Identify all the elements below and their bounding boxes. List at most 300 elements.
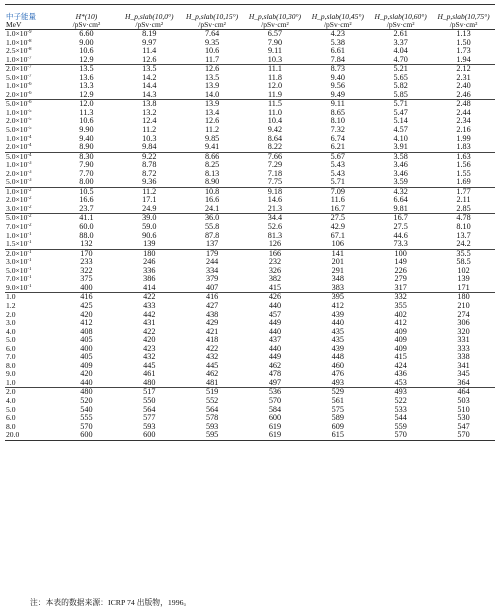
value-cell: 2.12 xyxy=(432,65,495,74)
value-cell: 9.49 xyxy=(330,90,345,99)
value-cell: 14.0 xyxy=(204,90,220,99)
energy-cell: $9.0\times 10^{-1}$ xyxy=(6,283,32,292)
value-cell: 334 xyxy=(205,266,219,275)
value-cell: 547 xyxy=(457,422,470,431)
table-row xyxy=(5,82,495,91)
value-cell: 2.61 xyxy=(393,29,408,38)
table-row xyxy=(5,397,495,406)
value-cell: 27.5 xyxy=(306,214,369,223)
value-cell: 8.65 xyxy=(330,108,345,117)
value-cell: 9.81 xyxy=(393,204,408,213)
value-cell: 34.4 xyxy=(244,214,307,223)
value-cell: 460 xyxy=(331,361,344,370)
value-cell: 179 xyxy=(181,249,244,258)
value-cell: 564 xyxy=(205,405,219,414)
value-cell: 11.3 xyxy=(79,108,94,117)
value-cell: 11.4 xyxy=(142,47,157,56)
value-cell: 11.2 xyxy=(142,126,157,135)
value-cell: 291 xyxy=(331,266,344,275)
value-cell: 4.10 xyxy=(393,134,408,143)
energy-cell: $7.0\times 10^{-2}$ xyxy=(6,223,32,232)
value-cell: 577 xyxy=(143,414,156,423)
energy-cell: $5.0\times 10^{-3}$ xyxy=(6,178,32,187)
value-cell: 11.6 xyxy=(330,196,345,205)
value-cell: 5.14 xyxy=(393,117,408,126)
energy-cell: $2.5\times 10^{-8}$ xyxy=(6,47,32,56)
value-cell: 570 xyxy=(268,396,282,405)
value-cell: 405 xyxy=(80,353,93,362)
value-cell: 409 xyxy=(394,336,407,345)
value-cell: 345 xyxy=(457,370,470,379)
value-cell: 8.30 xyxy=(55,152,118,161)
value-cell: 3.91 xyxy=(393,143,408,152)
value-cell: 36.0 xyxy=(181,214,244,223)
value-cell: 435 xyxy=(331,327,344,336)
value-cell: 3.46 xyxy=(393,161,408,170)
value-cell: 59.0 xyxy=(142,223,157,232)
header-hp-0: H_p,slab(10,0°) xyxy=(118,5,181,22)
value-cell: 137 xyxy=(205,240,219,249)
value-cell: 600 xyxy=(55,431,118,440)
value-cell: 11.2 xyxy=(118,187,181,196)
value-cell: 8.90 xyxy=(204,178,220,187)
value-cell: 423 xyxy=(143,344,156,353)
value-cell: 1.77 xyxy=(432,187,495,196)
table-row xyxy=(5,117,495,126)
value-cell: 5.71 xyxy=(330,178,345,187)
value-cell: 481 xyxy=(205,378,219,387)
value-cell: 13.3 xyxy=(79,82,94,91)
table-row xyxy=(5,74,495,83)
value-cell: 449 xyxy=(268,319,282,328)
value-cell: 139 xyxy=(143,240,156,249)
value-cell: 6.64 xyxy=(393,196,408,205)
value-cell: 7.18 xyxy=(267,169,283,178)
value-cell: 21.3 xyxy=(267,204,283,213)
value-cell: 55.8 xyxy=(204,223,220,232)
energy-cell: $2.0\times 10^{-1}$ xyxy=(5,249,55,258)
table-row xyxy=(5,65,495,74)
value-cell: 1.63 xyxy=(432,152,495,161)
value-cell: 6.57 xyxy=(267,29,283,38)
value-cell: 9.85 xyxy=(204,134,220,143)
value-cell: 1.55 xyxy=(456,169,471,178)
value-cell: 445 xyxy=(143,361,156,370)
energy-cell: $5.0\times 10^{-2}$ xyxy=(5,214,55,223)
value-cell: 52.6 xyxy=(267,223,283,232)
energy-cell: 8.0 xyxy=(6,422,16,431)
value-cell: 440 xyxy=(268,344,282,353)
value-cell: 9.42 xyxy=(267,126,283,135)
value-cell: 274 xyxy=(457,310,470,319)
unit-col-1: /pSv·cm² xyxy=(55,21,118,30)
table-row xyxy=(5,91,495,100)
value-cell: 12.9 xyxy=(79,90,94,99)
table-row xyxy=(5,100,495,109)
table-row xyxy=(5,414,495,423)
table-row xyxy=(5,39,495,48)
value-cell: 14.4 xyxy=(142,82,157,91)
value-cell: 529 xyxy=(306,388,369,397)
value-cell: 16.7 xyxy=(330,204,345,213)
value-cell: 497 xyxy=(268,378,282,387)
energy-cell: $5.0\times 10^{-1}$ xyxy=(6,266,32,275)
value-cell: 457 xyxy=(268,310,282,319)
value-cell: 226 xyxy=(394,266,407,275)
value-cell: 23.7 xyxy=(79,204,94,213)
value-cell: 619 xyxy=(268,422,282,431)
value-cell: 2.44 xyxy=(456,108,471,117)
value-cell: 8.22 xyxy=(267,143,283,152)
energy-cell: 1.2 xyxy=(6,301,16,310)
value-cell: 1.13 xyxy=(456,29,471,38)
value-cell: 7.09 xyxy=(306,187,369,196)
value-cell: 11.2 xyxy=(205,126,220,135)
energy-cell: 9.0 xyxy=(6,370,16,379)
value-cell: 13.5 xyxy=(118,65,181,74)
value-cell: 416 xyxy=(55,293,118,302)
value-cell: 306 xyxy=(457,319,470,328)
value-cell: 6.74 xyxy=(330,134,345,143)
value-cell: 16.6 xyxy=(204,196,220,205)
value-cell: 449 xyxy=(268,353,282,362)
value-cell: 6.21 xyxy=(330,143,345,152)
table-row xyxy=(5,126,495,135)
value-cell: 564 xyxy=(143,405,156,414)
value-cell: 17.1 xyxy=(142,196,157,205)
table-row xyxy=(5,178,495,187)
value-cell: 233 xyxy=(80,258,93,267)
value-cell: 9.40 xyxy=(330,73,345,82)
table-row xyxy=(5,135,495,144)
value-cell: 503 xyxy=(457,396,470,405)
value-cell: 414 xyxy=(143,283,156,292)
value-cell: 7.29 xyxy=(267,161,283,170)
value-cell: 426 xyxy=(244,293,307,302)
value-cell: 9.18 xyxy=(244,187,307,196)
value-cell: 7.90 xyxy=(267,38,283,47)
value-cell: 8.72 xyxy=(142,169,157,178)
energy-cell: 3.0 xyxy=(6,319,16,328)
unit-col-2: /pSv·cm² xyxy=(118,21,181,30)
value-cell: 12.6 xyxy=(142,55,157,64)
value-cell: 519 xyxy=(181,388,244,397)
value-cell: 331 xyxy=(457,336,470,345)
energy-cell: $1.0\times 10^{-3}$ xyxy=(6,161,32,170)
value-cell: 1.73 xyxy=(456,47,471,56)
energy-cell: 20.0 xyxy=(5,431,55,440)
unit-col-3: /pSv·cm² xyxy=(181,21,244,30)
value-cell: 14.6 xyxy=(267,196,283,205)
value-cell: 425 xyxy=(80,301,93,310)
value-cell: 9.11 xyxy=(306,100,369,109)
value-cell: 16.6 xyxy=(79,196,94,205)
value-cell: 400 xyxy=(80,283,93,292)
energy-cell: $3.0\times 10^{-1}$ xyxy=(6,258,32,267)
value-cell: 338 xyxy=(457,353,470,362)
table-row xyxy=(5,240,495,249)
value-cell: 570 xyxy=(432,431,495,440)
header-row xyxy=(5,5,495,22)
energy-cell: $1.0\times 10^{-4}$ xyxy=(6,134,32,143)
value-cell: 60.0 xyxy=(79,223,94,232)
table-row xyxy=(5,56,495,65)
value-cell: 201 xyxy=(331,258,344,267)
energy-cell: 2.0 xyxy=(5,388,55,397)
table-row xyxy=(5,406,495,415)
table-row xyxy=(5,152,495,161)
value-cell: 445 xyxy=(205,361,219,370)
value-cell: 24.9 xyxy=(142,204,157,213)
energy-cell: $2.0\times 10^{-7}$ xyxy=(5,65,55,74)
value-cell: 421 xyxy=(205,327,219,336)
value-cell: 432 xyxy=(205,353,219,362)
value-cell: 432 xyxy=(143,353,156,362)
table-row xyxy=(5,170,495,179)
value-cell: 9.90 xyxy=(79,126,94,135)
value-cell: 429 xyxy=(205,319,219,328)
header-hp-15: H_p,slab(10,15°) xyxy=(181,5,244,22)
value-cell: 409 xyxy=(80,361,93,370)
value-cell: 383 xyxy=(331,283,344,292)
table-row xyxy=(5,311,495,320)
value-cell: 5.43 xyxy=(330,161,345,170)
value-cell: 517 xyxy=(118,388,181,397)
value-cell: 87.8 xyxy=(204,231,220,240)
value-cell: 2.40 xyxy=(456,82,471,91)
energy-cell: $5.0\times 10^{-6}$ xyxy=(5,100,55,109)
value-cell: 35.5 xyxy=(432,249,495,258)
table-row xyxy=(5,388,495,397)
value-cell: 9.22 xyxy=(118,152,181,161)
table-row xyxy=(5,353,495,362)
value-cell: 1.99 xyxy=(456,134,471,143)
value-cell: 433 xyxy=(143,301,156,310)
value-cell: 180 xyxy=(118,249,181,258)
value-cell: 10.4 xyxy=(267,117,283,126)
value-cell: 375 xyxy=(80,275,93,284)
value-cell: 10.3 xyxy=(142,134,157,143)
value-cell: 386 xyxy=(143,275,156,284)
energy-cell: $1.0\times 10^{-7}$ xyxy=(6,55,32,64)
value-cell: 7.90 xyxy=(79,161,94,170)
value-cell: 12.9 xyxy=(79,55,94,64)
value-cell: 408 xyxy=(80,327,93,336)
header-hp-60: H_p,slab(10,60°) xyxy=(369,5,432,22)
table-row xyxy=(5,319,495,328)
value-cell: 11.8 xyxy=(267,73,282,82)
value-cell: 341 xyxy=(457,361,470,370)
header-hp-30: H_p,slab(10,30°) xyxy=(244,5,307,22)
energy-cell: $3.0\times 10^{-2}$ xyxy=(6,204,32,213)
header-ambient-dose: H*(10) xyxy=(55,5,118,22)
energy-cell: 8.0 xyxy=(6,361,16,370)
value-cell: 246 xyxy=(143,258,156,267)
value-cell: 7.70 xyxy=(79,169,94,178)
energy-cell: $1.0\times 10^{-6}$ xyxy=(6,82,32,91)
value-cell: 379 xyxy=(205,275,219,284)
value-cell: 244 xyxy=(205,258,219,267)
table-body xyxy=(5,30,495,441)
value-cell: 8.13 xyxy=(204,169,220,178)
value-cell: 10.6 xyxy=(79,117,94,126)
value-cell: 1.94 xyxy=(456,55,471,64)
unit-col-4: /pSv·cm² xyxy=(244,21,307,30)
value-cell: 6.60 xyxy=(79,29,94,38)
value-cell: 2.16 xyxy=(456,126,471,135)
value-cell: 5.71 xyxy=(369,100,432,109)
value-cell: 478 xyxy=(268,370,282,379)
value-cell: 12.6 xyxy=(204,117,220,126)
value-cell: 8.90 xyxy=(79,143,94,152)
value-cell: 170 xyxy=(55,249,118,258)
value-cell: 13.9 xyxy=(181,100,244,109)
value-cell: 440 xyxy=(80,378,93,387)
value-cell: 422 xyxy=(205,344,219,353)
value-cell: 540 xyxy=(80,405,93,414)
value-cell: 2.85 xyxy=(456,204,471,213)
value-cell: 615 xyxy=(306,431,369,440)
energy-cell: $5.0\times 10^{-7}$ xyxy=(6,73,32,82)
value-cell: 382 xyxy=(268,275,282,284)
units-row xyxy=(5,21,495,30)
value-cell: 9.40 xyxy=(79,134,94,143)
value-cell: 6.61 xyxy=(330,47,345,56)
value-cell: 409 xyxy=(394,344,407,353)
value-cell: 1.50 xyxy=(456,38,471,47)
value-cell: 81.3 xyxy=(267,231,283,240)
value-cell: 149 xyxy=(394,258,407,267)
value-cell: 9.00 xyxy=(79,38,94,47)
value-cell: 589 xyxy=(331,414,344,423)
value-cell: 415 xyxy=(394,353,407,362)
table-row xyxy=(5,345,495,354)
value-cell: 427 xyxy=(205,301,219,310)
table-row xyxy=(5,328,495,337)
value-cell: 8.66 xyxy=(181,152,244,161)
table-footnote: 注：本表的数据来源：ICRP 74 出版物，1996。 xyxy=(30,598,192,607)
table-row xyxy=(5,30,495,39)
value-cell: 575 xyxy=(331,405,344,414)
value-cell: 317 xyxy=(394,283,407,292)
energy-cell: $1.0\times 10^{-2}$ xyxy=(5,187,55,196)
table-row xyxy=(5,336,495,345)
value-cell: 3.58 xyxy=(369,152,432,161)
value-cell: 3.59 xyxy=(393,178,408,187)
value-cell: 550 xyxy=(143,396,156,405)
value-cell: 510 xyxy=(457,405,470,414)
value-cell: 4.04 xyxy=(393,47,408,56)
value-cell: 12.0 xyxy=(55,100,118,109)
value-cell: 437 xyxy=(268,336,282,345)
table-row xyxy=(5,232,495,241)
value-cell: 24.2 xyxy=(456,240,471,249)
table-row xyxy=(5,187,495,196)
value-cell: 438 xyxy=(205,310,219,319)
value-cell: 13.9 xyxy=(204,82,220,91)
value-cell: 407 xyxy=(205,283,219,292)
value-cell: 10.6 xyxy=(204,47,220,56)
value-cell: 1.56 xyxy=(456,161,471,170)
value-cell: 14.3 xyxy=(142,90,157,99)
value-cell: 9.41 xyxy=(204,143,220,152)
value-cell: 442 xyxy=(143,310,156,319)
energy-cell: $2.0\times 10^{-2}$ xyxy=(6,196,32,205)
value-cell: 180 xyxy=(432,293,495,302)
table-row xyxy=(5,370,495,379)
energy-cell: $2.0\times 10^{-3}$ xyxy=(6,169,32,178)
value-cell: 90.6 xyxy=(142,231,157,240)
value-cell: 7.75 xyxy=(267,178,283,187)
value-cell: 12.0 xyxy=(267,82,283,91)
value-cell: 1.69 xyxy=(456,178,471,187)
value-cell: 8.10 xyxy=(330,117,345,126)
value-cell: 10.5 xyxy=(55,187,118,196)
value-cell: 520 xyxy=(80,396,93,405)
energy-cell: $2.0\times 10^{-4}$ xyxy=(6,143,32,152)
energy-cell: 6.0 xyxy=(6,344,16,353)
value-cell: 9.84 xyxy=(142,143,157,152)
value-cell: 405 xyxy=(80,336,93,345)
energy-cell: 4.0 xyxy=(6,396,16,405)
energy-cell: $5.0\times 10^{-5}$ xyxy=(6,126,32,135)
table-row xyxy=(5,109,495,118)
value-cell: 420 xyxy=(80,310,93,319)
value-cell: 7.66 xyxy=(244,152,307,161)
value-cell: 552 xyxy=(205,396,219,405)
table-row xyxy=(5,284,495,293)
value-cell: 480 xyxy=(143,378,156,387)
value-cell: 422 xyxy=(143,327,156,336)
value-cell: 13.5 xyxy=(55,65,118,74)
value-cell: 435 xyxy=(331,336,344,345)
value-cell: 5.47 xyxy=(393,108,408,117)
value-cell: 9.36 xyxy=(142,178,157,187)
table-row xyxy=(5,431,495,440)
value-cell: 7.32 xyxy=(330,126,345,135)
unit-col-5: /pSv·cm² xyxy=(306,21,369,30)
value-cell: 412 xyxy=(331,301,344,310)
value-cell: 493 xyxy=(369,388,432,397)
value-cell: 67.1 xyxy=(330,231,345,240)
energy-cell: $1.0\times 10^{-9}$ xyxy=(6,29,32,38)
value-cell: 422 xyxy=(118,293,181,302)
value-cell: 4.70 xyxy=(393,55,408,64)
value-cell: 332 xyxy=(369,293,432,302)
value-cell: 364 xyxy=(457,378,470,387)
value-cell: 420 xyxy=(80,370,93,379)
unit-col-7: /pSv·cm² xyxy=(432,21,495,30)
value-cell: 395 xyxy=(306,293,369,302)
value-cell: 88.0 xyxy=(79,231,94,240)
value-cell: 126 xyxy=(268,240,282,249)
value-cell: 39.0 xyxy=(118,214,181,223)
value-cell: 8.19 xyxy=(142,29,157,38)
value-cell: 5.65 xyxy=(393,73,408,82)
value-cell: 439 xyxy=(331,310,344,319)
value-cell: 4.23 xyxy=(330,29,345,38)
value-cell: 106 xyxy=(331,240,344,249)
energy-cell: $2.0\times 10^{-5}$ xyxy=(6,117,32,126)
value-cell: 11.9 xyxy=(267,90,282,99)
energy-cell: $1.0\times 10^{-1}$ xyxy=(6,231,32,240)
value-cell: 2.11 xyxy=(456,196,471,205)
value-cell: 44.6 xyxy=(393,231,408,240)
value-cell: 13.2 xyxy=(142,108,157,117)
value-cell: 166 xyxy=(244,249,307,258)
value-cell: 2.46 xyxy=(456,90,471,99)
value-cell: 619 xyxy=(244,431,307,440)
